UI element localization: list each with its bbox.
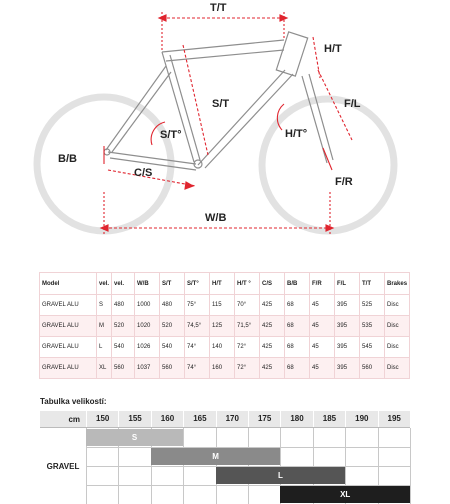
table-cell: 68 xyxy=(285,295,310,316)
table-cell: Disc xyxy=(385,316,410,337)
col-st-angle: S/T° xyxy=(185,273,210,295)
table-cell: 115 xyxy=(210,295,235,316)
table-cell: 560 xyxy=(160,358,185,379)
table-cell: 1020 xyxy=(135,316,160,337)
height-160: 160 xyxy=(151,411,183,427)
table-cell: 140 xyxy=(210,337,235,358)
height-175: 175 xyxy=(248,411,280,427)
table-cell: GRAVEL ALU xyxy=(40,316,97,337)
table-cell: 395 xyxy=(335,337,360,358)
size-chart-title: Tabulka velikostí: xyxy=(40,397,107,406)
table-cell: 480 xyxy=(160,295,185,316)
table-cell: Disc xyxy=(385,358,410,379)
geometry-table xyxy=(39,272,410,379)
table-cell: 160 xyxy=(210,358,235,379)
table-cell: 74,5° xyxy=(185,316,210,337)
table-cell: Disc xyxy=(385,295,410,316)
label-cs: C/S xyxy=(134,167,153,179)
table-cell: 70° xyxy=(235,295,260,316)
table-cell: 395 xyxy=(335,295,360,316)
size-chart-model: GRAVEL xyxy=(40,428,86,504)
label-tt: T/T xyxy=(210,2,227,14)
table-cell: 540 xyxy=(160,337,185,358)
size-bar-xl: XL xyxy=(280,486,410,503)
table-cell: 425 xyxy=(260,337,285,358)
table-cell: 540 xyxy=(112,337,135,358)
label-fl: F/L xyxy=(344,98,361,110)
height-155: 155 xyxy=(118,411,150,427)
height-165: 165 xyxy=(183,411,215,427)
table-row xyxy=(40,358,410,379)
table-cell: 72° xyxy=(235,337,260,358)
table-cell: 125 xyxy=(210,316,235,337)
table-cell: 535 xyxy=(360,316,385,337)
table-cell: 74° xyxy=(185,358,210,379)
front-wheel xyxy=(262,99,394,231)
table-cell: 74° xyxy=(185,337,210,358)
table-cell: L xyxy=(97,337,112,358)
size-chart-unit: cm xyxy=(40,411,86,427)
grid-column-line xyxy=(410,428,411,504)
label-wb: W/B xyxy=(205,212,227,224)
table-row xyxy=(40,316,410,337)
size-bar-l: L xyxy=(216,467,346,484)
table-row xyxy=(40,337,410,358)
label-ht-angle: H/T° xyxy=(285,128,308,140)
table-cell: 545 xyxy=(360,337,385,358)
table-cell: 71,5° xyxy=(235,316,260,337)
col-st: S/T xyxy=(160,273,185,295)
table-cell: XL xyxy=(97,358,112,379)
table-cell: 75° xyxy=(185,295,210,316)
table-cell: 1000 xyxy=(135,295,160,316)
label-st: S/T xyxy=(212,98,230,110)
size-chart-body xyxy=(40,428,410,504)
col-fl: F/L xyxy=(335,273,360,295)
table-cell: GRAVEL ALU xyxy=(40,358,97,379)
table-cell: 395 xyxy=(335,316,360,337)
geometry-table-header xyxy=(40,273,410,295)
table-cell: S xyxy=(97,295,112,316)
col-fr: F/R xyxy=(310,273,335,295)
table-cell: GRAVEL ALU xyxy=(40,337,97,358)
size-bar-s: S xyxy=(86,429,183,446)
table-row xyxy=(40,295,410,316)
label-ht: H/T xyxy=(324,43,342,55)
height-190: 190 xyxy=(345,411,377,427)
table-cell: 45 xyxy=(310,337,335,358)
col-bb: B/B xyxy=(285,273,310,295)
col-ht-angle: H/T ° xyxy=(235,273,260,295)
col-wb: W/B xyxy=(135,273,160,295)
table-cell: M xyxy=(97,316,112,337)
height-180: 180 xyxy=(280,411,312,427)
table-cell: 1026 xyxy=(135,337,160,358)
table-cell: 525 xyxy=(360,295,385,316)
col-cs: C/S xyxy=(260,273,285,295)
table-cell: 68 xyxy=(285,358,310,379)
table-cell: 480 xyxy=(112,295,135,316)
table-cell: 45 xyxy=(310,358,335,379)
table-cell: 1037 xyxy=(135,358,160,379)
col-ht: H/T xyxy=(210,273,235,295)
height-170: 170 xyxy=(216,411,248,427)
table-cell: 45 xyxy=(310,316,335,337)
height-185: 185 xyxy=(313,411,345,427)
table-cell: 560 xyxy=(112,358,135,379)
bike-geometry-diagram xyxy=(0,0,450,250)
table-cell: 425 xyxy=(260,358,285,379)
table-cell: 72° xyxy=(235,358,260,379)
table-cell: 395 xyxy=(335,358,360,379)
table-cell: Disc xyxy=(385,337,410,358)
table-cell: 520 xyxy=(160,316,185,337)
size-chart-grid xyxy=(86,428,410,504)
table-cell: 45 xyxy=(310,295,335,316)
height-150: 150 xyxy=(86,411,118,427)
table-cell: 425 xyxy=(260,316,285,337)
label-st-angle: S/T° xyxy=(160,129,182,141)
col-size-mm: vel. xyxy=(112,273,135,295)
label-bb: B/B xyxy=(58,153,77,165)
size-bar-m: M xyxy=(151,448,281,465)
size-chart-header xyxy=(40,411,410,428)
table-cell: 560 xyxy=(360,358,385,379)
table-cell: 520 xyxy=(112,316,135,337)
size-chart xyxy=(40,411,410,504)
table-cell: GRAVEL ALU xyxy=(40,295,97,316)
label-fr: F/R xyxy=(335,176,353,188)
col-brakes: Brakes xyxy=(385,273,410,295)
col-size: vel. xyxy=(97,273,112,295)
table-cell: 425 xyxy=(260,295,285,316)
col-model: Model xyxy=(40,273,97,295)
table-cell: 68 xyxy=(285,316,310,337)
height-195: 195 xyxy=(378,411,410,427)
col-tt: T/T xyxy=(360,273,385,295)
table-cell: 68 xyxy=(285,337,310,358)
